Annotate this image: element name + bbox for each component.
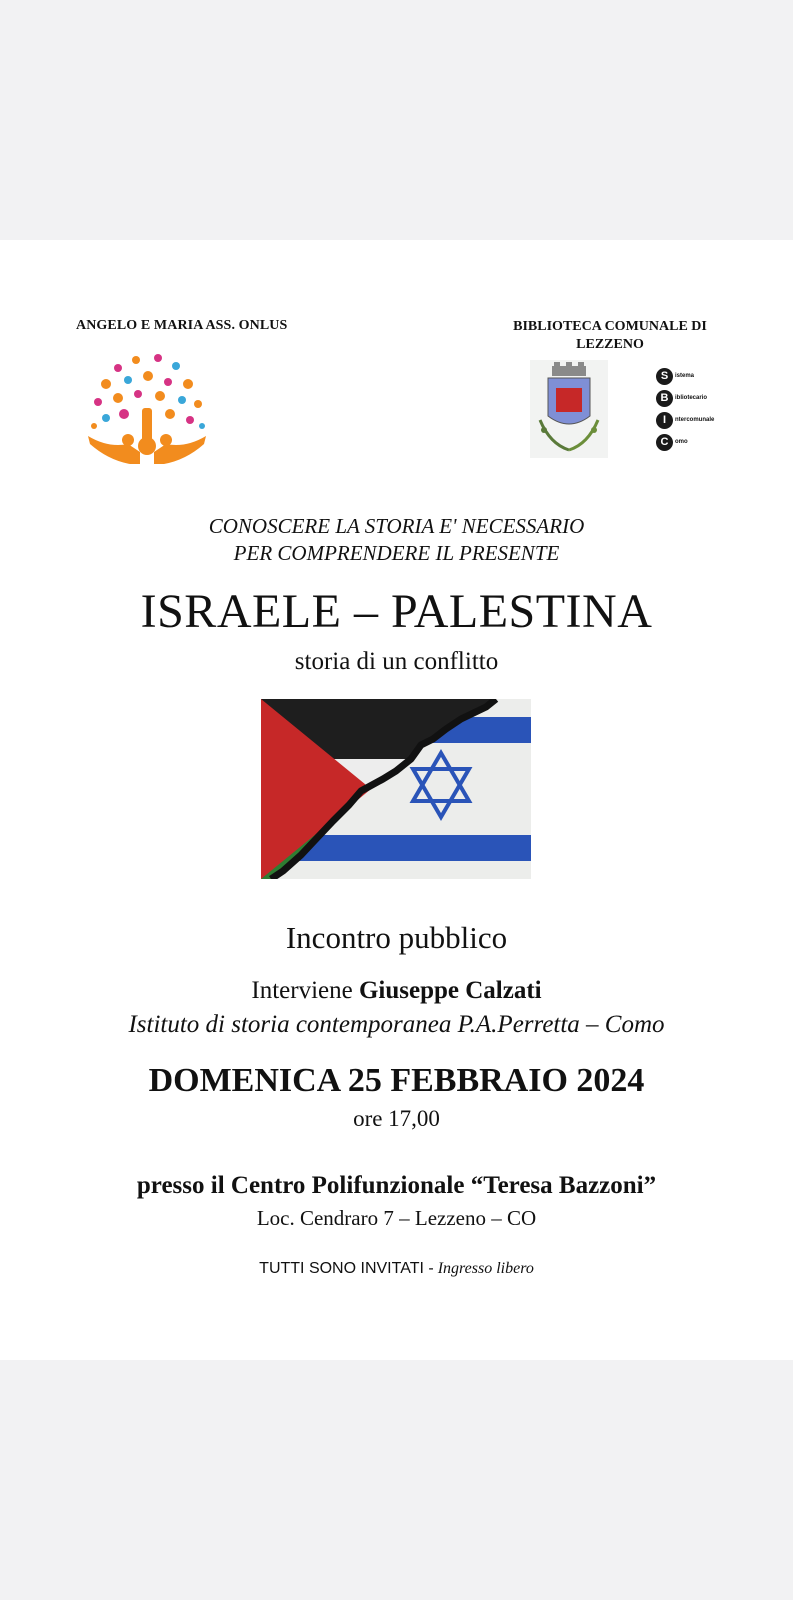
invite-main: TUTTI SONO INVITATI - [259, 1260, 434, 1277]
sbic-word: ibliotecario [675, 395, 708, 401]
sbic-row [656, 409, 736, 431]
sbic-row [656, 387, 736, 409]
sbic-letter: C [656, 434, 673, 451]
sbic-word: ntercomunale [675, 417, 715, 423]
speaker-line [0, 977, 793, 1005]
invite-note: Ingresso libero [437, 1260, 534, 1277]
coat-of-arms-icon [530, 360, 608, 458]
tagline-line1: CONOSCERE LA STORIA E' NECESSARIO [208, 514, 585, 538]
hands-tree-logo [78, 348, 216, 468]
library-name-line2: LEZZENO [576, 337, 644, 352]
sbic-word: istema [675, 373, 695, 379]
sbic-word: omo [675, 439, 688, 445]
sbic-row [656, 365, 736, 387]
speaker-institute: Istituto di storia contemporanea P.A.Perretta – Como [128, 1011, 665, 1038]
event-title: ISRAELE – PALESTINA [140, 585, 653, 638]
event-time: ore 17,00 [353, 1106, 440, 1131]
speaker-name: Giuseppe Calzati [358, 977, 542, 1004]
speaker-prefix: Interviene [251, 977, 353, 1004]
organizer-left-name: ANGELO E MARIA ASS. ONLUS [76, 318, 288, 333]
event-venue: presso il Centro Polifunzionale “Teresa Bazzoni” [136, 1172, 657, 1199]
invite-line [0, 1260, 793, 1278]
tagline-line2: PER COMPRENDERE IL PRESENTE [233, 541, 560, 565]
event-type: Incontro pubblico [285, 920, 508, 955]
sbic-row [656, 431, 736, 453]
organizer-right-name [490, 318, 730, 354]
event-poster [0, 240, 793, 1360]
event-address: Loc. Cendraro 7 – Lezzeno – CO [256, 1206, 537, 1230]
sbic-logo [656, 365, 736, 461]
sbic-letter: I [656, 412, 673, 429]
event-subtitle: storia di un conflitto [294, 648, 499, 675]
flags-image [261, 699, 531, 879]
library-name-line1: BIBLIOTECA COMUNALE DI [513, 319, 707, 334]
sbic-letter: S [656, 368, 673, 385]
sbic-letter: B [656, 390, 673, 407]
event-date: DOMENICA 25 FEBBRAIO 2024 [148, 1062, 645, 1099]
